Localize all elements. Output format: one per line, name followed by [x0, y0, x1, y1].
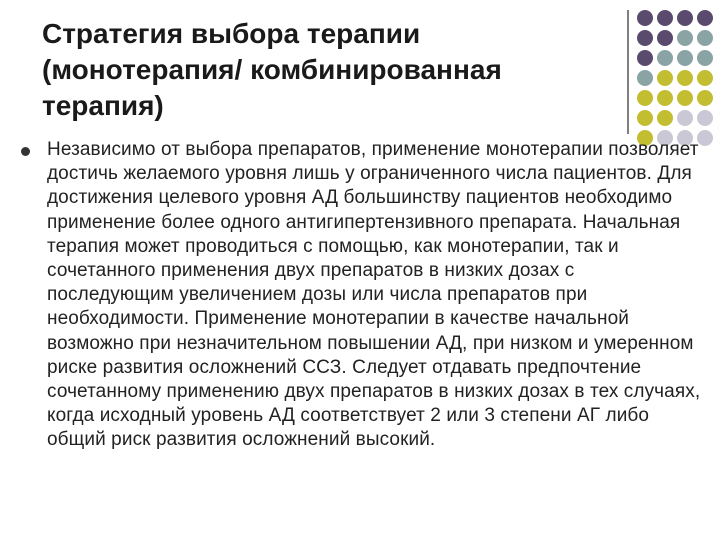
decorative-dot	[657, 70, 673, 86]
decorative-dot	[637, 10, 653, 26]
decorative-dot	[637, 50, 653, 66]
bullet-item	[20, 138, 710, 453]
decorative-dot	[657, 50, 673, 66]
decorative-dot	[697, 90, 713, 106]
decorative-dot	[697, 50, 713, 66]
decorative-dot	[677, 110, 693, 126]
decorative-dot	[657, 90, 673, 106]
decorative-dot	[677, 10, 693, 26]
decorative-dot	[677, 70, 693, 86]
decorative-dot	[677, 50, 693, 66]
title-divider-line	[627, 10, 629, 134]
decorative-dot	[637, 70, 653, 86]
decorative-dot	[697, 30, 713, 46]
decorative-dot	[677, 90, 693, 106]
bullet-text: Независимо от выбора препаратов, применение монотерапии позволяет достичь желаемого уровня лишь у ограниченного числа пациентов. Для достижения целевого уровня АД большинству пациентов необходимо применение более одного антигипертензивного препарата. Начальная терапия может проводиться с помощью, как монотерапии, так и сочетанного применения двух препаратов в низких дозах с последующим увеличением дозы или числа препаратов при необходимости. Применение монотерапии в качестве начальной возможно при незначительном повышении АД, при низком и умеренном риске развития осложнений ССЗ. Следует отдавать предпочтение сочетанному применению двух препаратов в низких дозах в тех случаях, когда исходный уровень АД соответствует 2 или 3 степени АГ либо общий риск развития осложнений высокий.	[47, 139, 701, 451]
slide-title: Стратегия выбора терапии (монотерапия/ комбинированная терапия)	[42, 18, 502, 121]
decorative-dot	[697, 70, 713, 86]
bullet-list	[20, 138, 710, 453]
decorative-dot	[697, 110, 713, 126]
decorative-dot	[637, 90, 653, 106]
bullet-dot-icon	[21, 147, 30, 156]
decorative-dot	[657, 10, 673, 26]
decorative-dot	[637, 30, 653, 46]
decorative-dot	[637, 110, 653, 126]
decorative-dot-grid	[637, 10, 713, 146]
decorative-dot	[657, 110, 673, 126]
decorative-dot	[657, 30, 673, 46]
decorative-dot	[677, 30, 693, 46]
decorative-dot	[697, 10, 713, 26]
